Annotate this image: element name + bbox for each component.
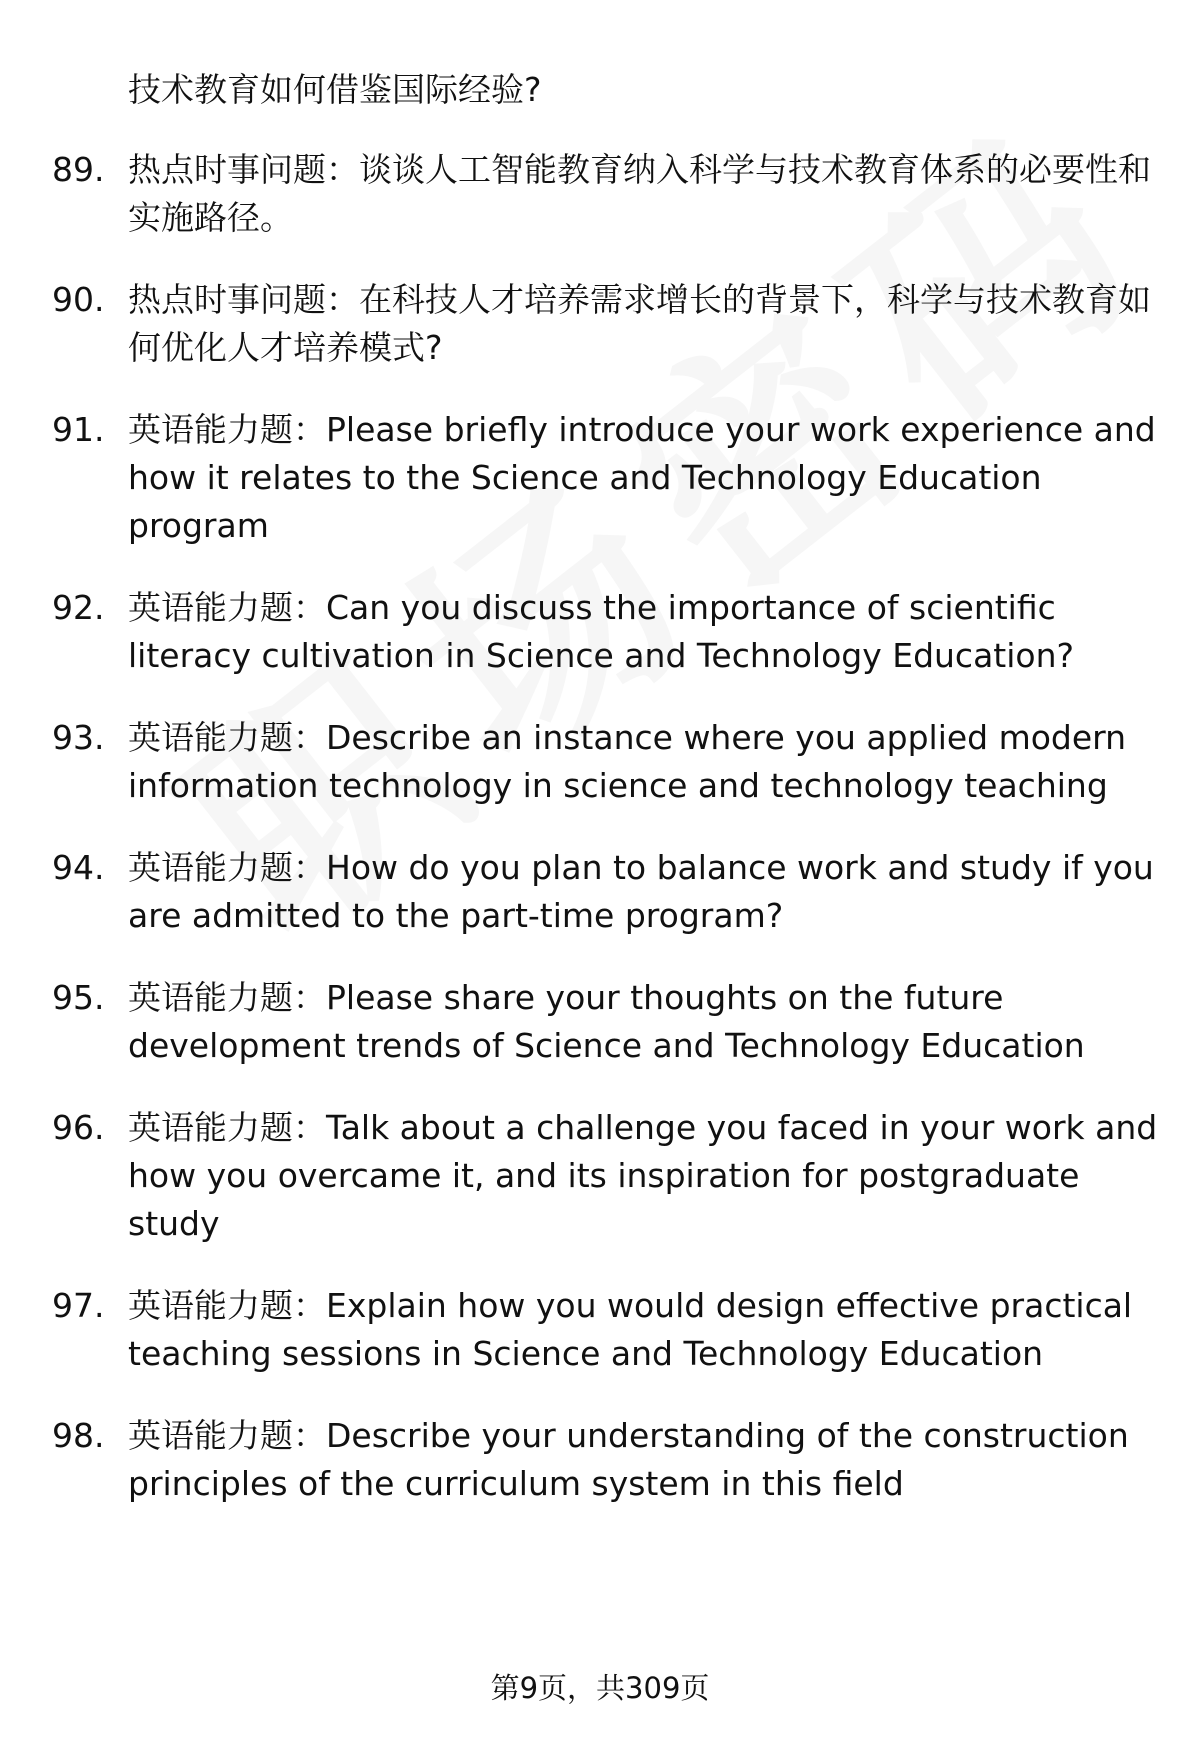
question-category: 英语能力题 [128, 978, 293, 1017]
question-number: 91. [52, 410, 105, 449]
question-separator: ： [293, 978, 326, 1017]
question-category: 热点时事问题 [128, 280, 326, 319]
question-item [52, 276, 1172, 372]
question-text: Explain how you would design effective practical teaching sessions in Science and Technology Education [128, 1286, 1133, 1373]
question-text: 在科技人才培养需求增长的背景下，科学与技术教育如何优化人才培养模式? [128, 280, 1151, 367]
question-number: 89. [52, 150, 105, 189]
question-category: 英语能力题 [128, 1286, 293, 1325]
question-number: 93. [52, 718, 105, 757]
question-category: 热点时事问题 [128, 150, 326, 189]
question-number: 98. [52, 1416, 105, 1455]
question-number: 97. [52, 1286, 105, 1325]
question-separator: ： [326, 150, 359, 189]
question-category: 英语能力题 [128, 1416, 293, 1455]
question-item [52, 974, 1172, 1070]
question-number: 95. [52, 978, 105, 1017]
question-category: 英语能力题 [128, 588, 293, 627]
question-item [52, 714, 1172, 810]
question-item [52, 844, 1172, 940]
question-text-block [128, 1282, 1168, 1378]
question-category: 英语能力题 [128, 1108, 293, 1147]
question-text: Please share your thoughts on the future development trends of Science and Technology Education [128, 978, 1085, 1065]
question-separator: ： [293, 1286, 326, 1325]
question-text-block [128, 974, 1168, 1070]
question-number: 96. [52, 1108, 105, 1147]
question-separator: ： [293, 1416, 326, 1455]
question-separator: ： [326, 280, 359, 319]
continued-question-text: 技术教育如何借鉴国际经验? [128, 70, 542, 109]
question-text-block [128, 406, 1168, 550]
question-item [52, 584, 1172, 680]
question-number: 92. [52, 588, 105, 627]
question-text: Talk about a challenge you faced in your work and how you overcame it, and its inspiration for postgraduate study [128, 1108, 1158, 1243]
question-text: Describe your understanding of the construction principles of the curriculum system in this field [128, 1416, 1129, 1503]
question-text-block [128, 146, 1168, 242]
question-number: 94. [52, 848, 105, 887]
question-separator: ： [293, 410, 326, 449]
question-list [52, 146, 1172, 1542]
question-category: 英语能力题 [128, 848, 293, 887]
question-text: Describe an instance where you applied modern information technology in science and technology teaching [128, 718, 1127, 805]
question-text-block [128, 1104, 1168, 1248]
question-separator: ： [293, 848, 326, 887]
question-category: 英语能力题 [128, 410, 293, 449]
question-text-block [128, 584, 1168, 680]
question-text-block [128, 714, 1168, 810]
question-separator: ： [293, 718, 326, 757]
question-text-block [128, 1412, 1168, 1508]
question-item [52, 406, 1172, 550]
question-text: Please briefly introduce your work experience and how it relates to the Science and Technology Education program [128, 410, 1156, 545]
question-text-block [128, 844, 1168, 940]
question-separator: ： [293, 1108, 326, 1147]
question-item [52, 1104, 1172, 1248]
question-item [52, 1282, 1172, 1378]
question-number: 90. [52, 280, 105, 319]
question-separator: ： [293, 588, 326, 627]
question-text: Can you discuss the importance of scientific literacy cultivation in Science and Technology Education? [128, 588, 1075, 675]
question-text-block [128, 276, 1168, 372]
question-text: 谈谈人工智能教育纳入科学与技术教育体系的必要性和实施路径。 [128, 150, 1151, 237]
page-number: 第9页，共309页 [490, 1671, 710, 1705]
question-item [52, 146, 1172, 242]
question-text: How do you plan to balance work and study if you are admitted to the part-time program? [128, 848, 1154, 935]
question-item [52, 1412, 1172, 1508]
question-category: 英语能力题 [128, 718, 293, 757]
